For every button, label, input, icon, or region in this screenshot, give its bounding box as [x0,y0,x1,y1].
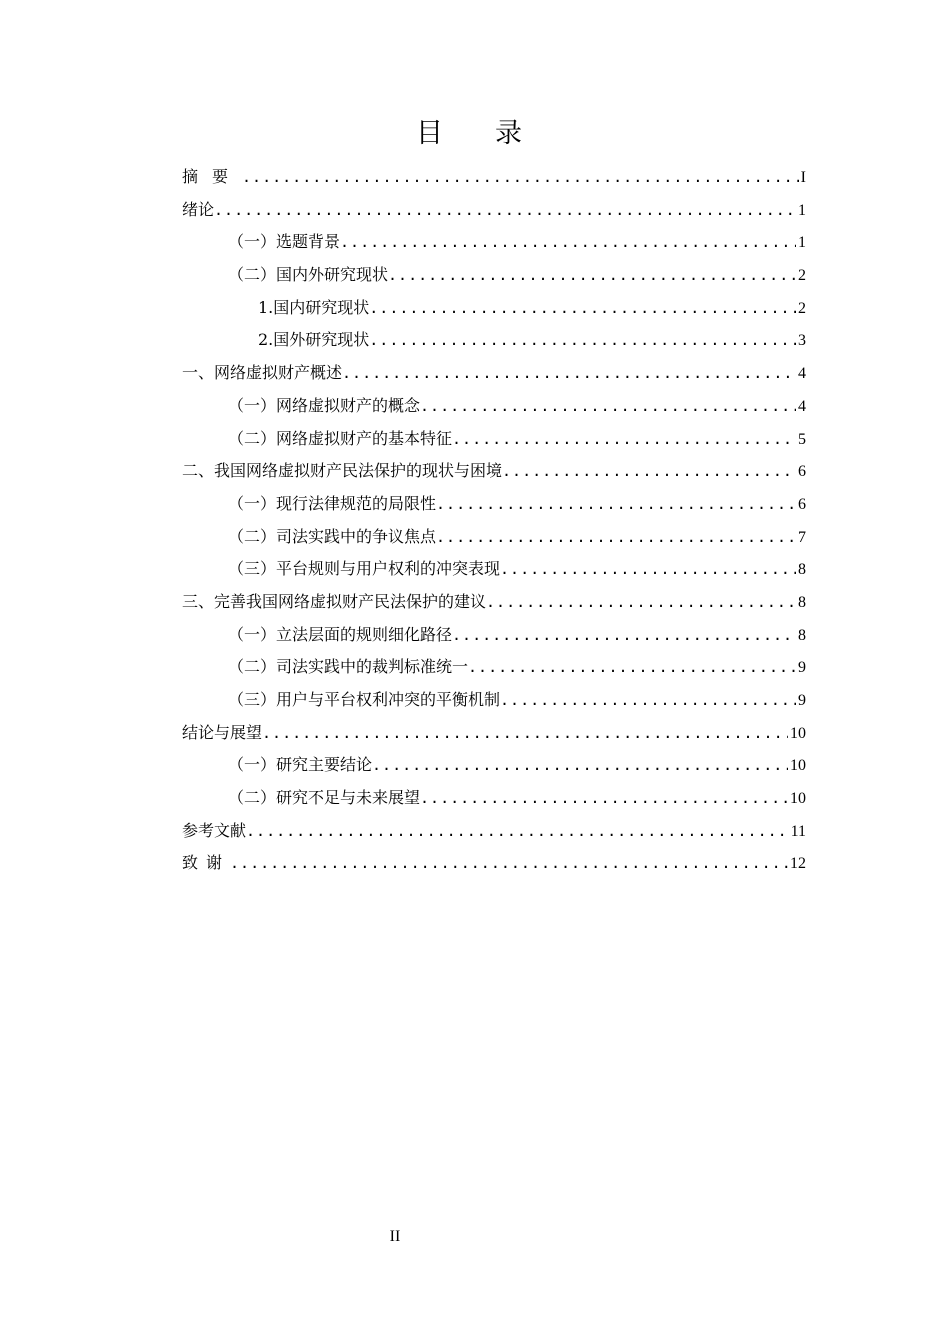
toc-dot-leader [369,292,796,325]
toc-dot-leader [500,553,796,586]
toc-entry[interactable] [182,651,806,684]
toc-entry-page: 7 [798,528,806,546]
toc-title: 目录 [416,118,574,149]
toc-dot-leader [242,161,799,194]
toc-list [182,161,806,880]
toc-entry-label: 绪论 [182,199,215,219]
toc-entry-page: 11 [790,822,806,840]
toc-entry-label: （一）研究主要结论 [228,755,373,775]
toc-entry-label: （二）研究不足与未来展望 [228,788,421,808]
toc-entry[interactable] [182,749,806,782]
toc-dot-leader [420,782,788,815]
toc-dot-leader [369,324,796,357]
toc-entry-page: 5 [798,430,806,448]
toc-entry[interactable] [182,161,806,194]
toc-entry-label: （一）立法层面的规则细化路径 [228,624,453,644]
toc-dot-leader [502,455,796,488]
toc-entry-page: 9 [798,692,806,709]
toc-entry-label: 致谢 [182,853,231,873]
toc-entry-page: 2 [798,267,806,285]
toc-entry-label: （一）现行法律规范的局限性 [228,493,437,513]
toc-entry-page: 1 [798,234,806,252]
toc-entry[interactable] [182,390,806,423]
toc-entry[interactable] [182,324,806,357]
toc-entry-page: 2 [798,299,806,317]
toc-entry[interactable] [182,717,806,750]
toc-entry-page: 10 [790,757,806,775]
toc-entry-label: （三）用户与平台权利冲突的平衡机制 [228,690,501,709]
toc-entry-label: 1.国内研究现状 [258,297,370,317]
toc-entry-label: （二）国内外研究现状 [228,265,389,285]
toc-entry-page: 8 [798,561,806,579]
toc-entry[interactable] [182,586,806,619]
toc-dot-leader [214,194,796,227]
toc-dot-leader [246,815,789,848]
toc-entry[interactable] [182,847,806,880]
toc-entry[interactable] [182,684,806,717]
toc-dot-leader [436,488,796,521]
toc-entry-label: 摘要 [182,167,243,186]
toc-dot-leader [500,684,796,717]
toc-entry-label: （一）网络虚拟财产的概念 [228,395,421,415]
toc-entry[interactable] [182,357,806,390]
toc-entry[interactable] [182,782,806,815]
toc-dot-leader [340,226,796,259]
toc-entry[interactable] [182,423,806,456]
toc-entry[interactable] [182,619,806,652]
toc-dot-leader [452,423,796,456]
toc-entry-label: 二、我国网络虚拟财产民法保护的现状与困境 [182,461,503,481]
toc-entry-label: （一）选题背景 [228,232,341,252]
toc-entry[interactable] [182,292,806,325]
toc-entry-page: 10 [790,724,806,742]
toc-entry-page: 3 [798,332,806,350]
toc-entry-page: 4 [798,397,806,415]
toc-entry-page: 8 [798,593,806,611]
toc-dot-leader [388,259,796,292]
toc-entry-page: 9 [798,659,806,677]
toc-entry[interactable] [182,226,806,259]
toc-entry-label: （二）司法实践中的争议焦点 [228,526,437,546]
toc-entry-page: 4 [798,365,806,383]
toc-dot-leader [468,651,796,684]
toc-entry[interactable] [182,815,806,848]
toc-dot-leader [262,717,788,750]
toc-entry[interactable] [182,553,806,586]
toc-entry-page: 12 [790,855,806,873]
toc-entry-label: （二）司法实践中的裁判标准统一 [228,657,469,677]
toc-entry-page: I [800,169,806,186]
toc-entry[interactable] [182,194,806,227]
toc-entry-page: 8 [798,626,806,644]
toc-dot-leader [420,390,796,423]
toc-dot-leader [230,847,788,880]
toc-entry[interactable] [182,259,806,292]
toc-dot-leader [436,521,796,554]
page-number: II [389,1228,401,1245]
toc-entry-page: 6 [798,495,806,513]
toc-entry-label: （二）网络虚拟财产的基本特征 [228,428,453,448]
toc-entry-label: 结论与展望 [182,722,263,742]
toc-dot-leader [342,357,796,390]
toc-dot-leader [452,619,796,652]
toc-entry[interactable] [182,521,806,554]
toc-entry-page: 10 [790,790,806,808]
toc-dot-leader [486,586,796,619]
toc-entry-page: 1 [798,201,806,219]
toc-entry-label: 参考文献 [182,820,247,840]
toc-entry-label: 一、网络虚拟财产概述 [182,363,343,383]
toc-dot-leader [372,749,788,782]
toc-entry[interactable] [182,455,806,488]
toc-entry-label: （三）平台规则与用户权利的冲突表现 [228,559,501,579]
toc-entry-page: 6 [798,463,806,481]
toc-entry-label: 三、完善我国网络虚拟财产民法保护的建议 [182,591,487,611]
toc-entry-label: 2.国外研究现状 [258,330,370,350]
toc-entry[interactable] [182,488,806,521]
